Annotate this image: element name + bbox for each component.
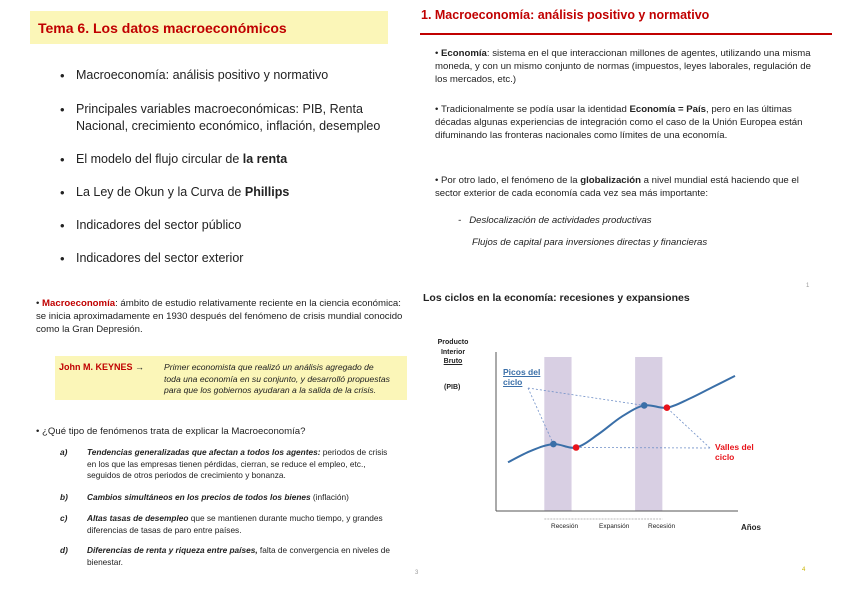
keynes-box	[55, 356, 407, 400]
phase-label-recession-2: Recesión	[648, 523, 676, 530]
recession-band	[544, 357, 571, 511]
slide3-paragraph-macro: • Macroeconomía: ámbito de estudio relativamente reciente en la ciencia económica: se inicia aproximadamente en 1930 después del fenómeno de crisis mundial conocido como la Gran Depresión.	[36, 298, 403, 335]
slide2-sub-item: - Deslocalización de actividades productivas	[458, 215, 652, 226]
slide3-question: • ¿Qué tipo de fenómenos trata de explicar la Macroeconomía?	[36, 426, 306, 437]
slide2-paragraph-identidad: • Tradicionalmente se podía usar la identidad Economía = País, pero en las últimas décadas algunas experiencias de integración como el caso de la Unión Europea están difuminando las fronteras nacionales como límites de una economía.	[435, 104, 803, 141]
slide2-title: 1. Macroeconomía: análisis positivo y normativo	[421, 8, 710, 22]
chart-ylabel: Producto Interior Bruto	[437, 339, 469, 365]
slide2-sub-item: Flujos de capital para inversiones directas y financieras	[472, 237, 708, 248]
chart-xlabel: Años	[741, 523, 761, 532]
trough-pointer	[667, 408, 710, 448]
slide1-item-cont: Nacional, crecimiento económico, inflación, desempleo	[76, 119, 381, 133]
keynes-description: Primer economista que realizó un análisis agregado de toda una economía en su conjunto, y desarrolló propuestas para que los gobiernos ayudaran a la salida de la crisis.	[164, 362, 390, 395]
slide1-title-box	[30, 11, 388, 44]
slide1-item: • Indicadores del sector público	[76, 217, 241, 234]
slide4-title: Los ciclos en la economía: recesiones y expansiones	[423, 292, 690, 304]
slide1-item: • Indicadores del sector exterior	[76, 250, 243, 267]
slide2-page-number: 1	[806, 283, 810, 289]
slide1-item: • El modelo del flujo circular de la renta	[76, 151, 287, 168]
keynes-name-line: John M. KEYNES →	[59, 362, 145, 372]
slide1-item: • Principales variables macroeconómicas: PIB, Renta	[76, 101, 363, 118]
peak-point	[641, 402, 648, 409]
phase-label-recession-1: Recesión	[551, 523, 579, 530]
slide1-title: Tema 6. Los datos macroeconómicos	[38, 20, 287, 36]
slide2-paragraph-globalizacion: • Por otro lado, el fenómeno de la globalización a nivel mundial está haciendo que el sector exterior de cada economía cada vez sea más importante:	[435, 175, 799, 199]
slide1-item: • La Ley de Okun y la Curva de Phillips	[76, 184, 289, 201]
pib-curve	[508, 376, 735, 462]
troughs-label: Valles del ciclo	[715, 442, 754, 462]
slide1-item: • Macroeconomía: análisis positivo y normativo	[76, 67, 328, 84]
business-cycle-chart	[420, 300, 840, 580]
phase-label-expansion: Expansión	[599, 523, 630, 530]
slide2-title-rule	[420, 33, 832, 35]
slide3-page-number: 3	[415, 570, 419, 576]
slide3-list-item: b) Cambios simultáneos en los precios de todos los bienes (inflación)	[60, 492, 349, 502]
slide3-list-item: a) Tendencias generalizadas que afectan a todos los agentes: periodos de crisis en los que las empresas tienen pérdidas, cierran, se reduce el empleo, etc., seguidos de otros periodos de crecimiento y bonanza.	[60, 447, 388, 480]
slide4-page-number: 4	[802, 567, 806, 573]
slide2-paragraph-economia: • Economía: sistema en el que interaccionan millones de agentes, utilizando una misma moneda, y con un mismo conjunto de normas (impuestos, leyes laborales, regulación de los mercados, etc.)	[435, 48, 811, 85]
peaks-label: Picos del ciclo	[503, 367, 541, 387]
slide3-list-item: c) Altas tasas de desempleo que se mantienen durante mucho tiempo, y grandes diferencias de tasas de paro entre países.	[60, 513, 383, 535]
recession-band	[635, 357, 662, 511]
slide3-list-item: d) Diferencias de renta y riqueza entre países, falta de convergencia en niveles de bienestar.	[60, 545, 391, 567]
trough-point	[573, 444, 580, 451]
trough-point	[664, 404, 671, 411]
peak-point	[550, 441, 557, 448]
chart-ylabel-abbrev: (PIB)	[444, 384, 461, 391]
